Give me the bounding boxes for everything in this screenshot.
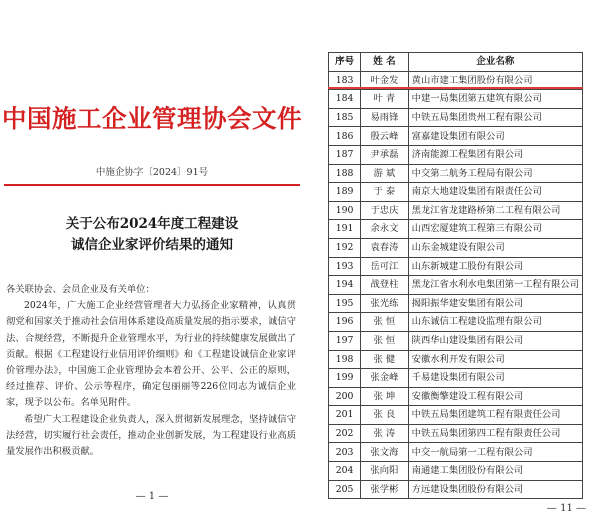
cell-company: 安徽水利开发有限公司 [408,350,582,369]
cell-number: 190 [329,201,361,220]
column-header-company: 企业名称 [408,53,582,72]
cell-company: 揭阳振华建安集团有限公司 [408,294,582,313]
table-row [329,462,583,481]
table-row [329,369,583,388]
table-row [329,313,583,332]
cell-name: 于 泰 [361,183,408,202]
body-paragraph-1: 2024年，广大施工企业经营管理者大力弘扬企业家精神，认真贯彻党和国家关于推动社会信用体系建设高质量发展的指示要求，诚信守法、合规经营，不断提升企业管理水平，为行业的持续健康发展做出了贡献。根据《工程建设行业信用评价细则》和《工程建设诚信企业家评价管理办法》，中国施工企业管理协会本着公开、公平、公正的原则，经过推荐、评价、公示等程序，确定包丽丽等226位同志为诚信企业家，现予以公布。名单见附件。 [6,300,296,409]
right-page [304,0,616,527]
table-row [329,406,583,425]
cell-name: 张 涛 [361,424,408,443]
cell-name: 叶 青 [361,90,408,109]
cell-company: 中铁五局集团建筑工程有限责任公司 [408,406,582,425]
cell-number: 195 [329,294,361,313]
cell-number: 199 [329,369,361,388]
table-body [329,71,583,499]
cell-company: 山东金城建设有限公司 [408,238,582,257]
cell-number: 191 [329,220,361,239]
table-row [329,331,583,350]
cell-company: 南京大地建设集团有限责任公司 [408,183,582,202]
table-row [329,220,583,239]
column-header-name: 姓 名 [361,53,408,72]
cell-company: 富嘉建设集团有限公司 [408,127,582,146]
column-header-number: 序号 [329,53,361,72]
cell-name: 张 坤 [361,387,408,406]
document-header: 中国施工企业管理协会文件 [2,104,302,133]
cell-company: 方远建设集团股份有限公司 [408,480,582,499]
table-row [329,90,583,109]
cell-name: 张学彬 [361,480,408,499]
cell-company: 黑龙江省水利水电集团第一工程有限公司 [408,276,582,295]
cell-company: 中交第二航务工程局有限公司 [408,164,582,183]
table-row [329,108,583,127]
cell-company: 济南能源工程集团有限公司 [408,145,582,164]
cell-number: 192 [329,238,361,257]
table-row [329,201,583,220]
table-row [329,145,583,164]
cell-company: 中铁五局集团第四工程有限责任公司 [408,424,582,443]
cell-name: 张文海 [361,443,408,462]
page-number-right: — 11 — [546,503,586,514]
cell-name: 易雨锋 [361,108,408,127]
cell-number: 186 [329,127,361,146]
cell-number: 202 [329,424,361,443]
cell-company: 中交一航局第一工程有限公司 [408,443,582,462]
cell-number: 201 [329,406,361,425]
cell-company: 南通建工集团股份有限公司 [408,462,582,481]
table-row [329,276,583,295]
cell-number: 205 [329,480,361,499]
cell-company: 黑龙江省龙建路桥第二工程有限公司 [408,201,582,220]
cell-name: 叶金发 [361,71,408,90]
cell-name: 张向阳 [361,462,408,481]
cell-number: 193 [329,257,361,276]
cell-name: 张 恒 [361,313,408,332]
cell-name: 岳可江 [361,257,408,276]
table-row [329,424,583,443]
cell-name: 战登柱 [361,276,408,295]
table-row [329,127,583,146]
body-paragraph-2: 希望广大工程建设企业负责人，深入贯彻新发展理念，坚持诚信守法经营，切实履行社会责任，推动企业创新发展，为工程建设行业高质量发展作出积极贡献。 [6,413,296,458]
cell-name: 殷云峰 [361,127,408,146]
table-header-row [329,53,583,72]
cell-name: 游 斌 [361,164,408,183]
cell-number: 204 [329,462,361,481]
cell-name: 于忠庆 [361,201,408,220]
cell-name: 张 恒 [361,331,408,350]
red-divider-line [4,184,300,186]
table-row [329,480,583,499]
table-row [329,443,583,462]
cell-number: 200 [329,387,361,406]
cell-number: 188 [329,164,361,183]
cell-number: 194 [329,276,361,295]
cell-name: 张金峰 [361,369,408,388]
cell-name: 余永文 [361,220,408,239]
table-row [329,183,583,202]
cell-company: 山东新城建工股份有限公司 [408,257,582,276]
cell-name: 袁春涛 [361,238,408,257]
cell-number: 203 [329,443,361,462]
entrepreneur-roster-table [328,52,583,499]
cell-name: 张 健 [361,350,408,369]
cell-number: 184 [329,90,361,109]
table-row [329,387,583,406]
notice-title [0,214,304,256]
table-row [329,350,583,369]
notice-body [6,282,296,460]
table-row [329,257,583,276]
page-number-left: — 1 — [135,491,169,502]
cell-company: 山东诚信工程建设监理有限公司 [408,313,582,332]
table-row [329,238,583,257]
cell-number: 189 [329,183,361,202]
cell-company: 陕西华山建设集团有限公司 [408,331,582,350]
cell-name: 尹承磊 [361,145,408,164]
cell-company: 中建一局集团第五建筑有限公司 [408,90,582,109]
cell-company: 千易建设集团有限公司 [408,369,582,388]
cell-number: 196 [329,313,361,332]
notice-title-line-2: 诚信企业家评价结果的通知 [71,237,233,253]
cell-company: 山西宏厦建筑工程第三有限公司 [408,220,582,239]
cell-company: 安徽衡擎建设工程有限公司 [408,387,582,406]
cell-name: 张 良 [361,406,408,425]
document-number: 中施企协字〔2024〕91号 [95,167,209,178]
highlight-underline [328,87,583,89]
cell-number: 197 [329,331,361,350]
left-page [0,0,304,527]
cell-number: 183 [329,71,361,90]
cell-company: 中铁五局集团贵州工程有限公司 [408,108,582,127]
notice-title-line-1: 关于公布2024年度工程建设 [65,216,239,232]
cell-name: 张光练 [361,294,408,313]
cell-company: 黄山市建工集团股份有限公司 [408,71,582,90]
table-row [329,294,583,313]
cell-number: 185 [329,108,361,127]
salutation: 各关联协会、会员企业及有关单位： [6,284,155,295]
cell-number: 187 [329,145,361,164]
table-row [329,164,583,183]
cell-number: 198 [329,350,361,369]
